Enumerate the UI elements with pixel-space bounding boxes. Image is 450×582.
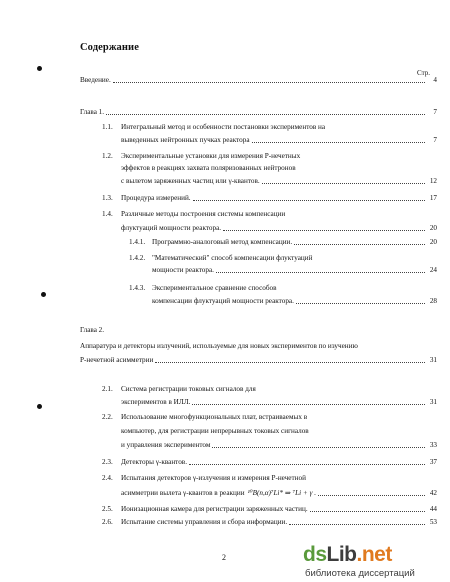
toc-entry-2-3[interactable] [121,458,437,467]
toc-entry-line: Р-нечетной асимметрии [80,356,154,364]
binder-hole-dot [37,66,42,71]
toc-entry-page: 37 [429,458,437,466]
toc-entry-2-6[interactable] [121,518,437,527]
toc-chapter-2-heading: Глава 2. [80,326,105,334]
toc-leader [106,113,425,115]
toc-entry-line: Различные методы построения системы компенсации [121,210,286,218]
toc-entry-line: Использование многофункциональных плат, встраиваемых в [121,413,308,421]
binder-hole-dot [41,292,46,297]
toc-entry-line: Аппаратура и детекторы излучений, используемые для новых экспериментов по изучению [80,342,358,350]
toc-entry-page: 17 [429,194,437,202]
toc-entry-line: и управления экспериментом [121,441,211,449]
toc-entry-2-5[interactable] [121,505,437,514]
toc-leader [296,302,425,304]
toc-entry-2-1[interactable] [121,398,437,407]
toc-entry-page: 53 [429,518,437,526]
toc-entry-page: 20 [429,224,437,232]
toc-entry-text: Процедура измерений. [121,194,191,202]
toc-entry-number: 2.3. [102,458,113,466]
toc-entry-text: Ионизационная камера для регистрации заряженных частиц. [121,505,308,513]
toc-entry-1-4-1[interactable] [152,238,437,247]
toc-entry-number: 1.3. [102,194,113,202]
toc-entry-text: Детекторы γ-квантов. [121,458,187,466]
toc-entry-chapter-1[interactable] [80,108,437,117]
toc-entry-intro[interactable] [80,76,437,85]
toc-entry-number: 1.4. [102,210,113,218]
toc-entry-page: 7 [433,136,437,144]
dslib-subtitle: библиотека диссертаций [305,568,415,579]
dslib-logo: dsLib.net [303,543,392,566]
toc-entry-page: 44 [429,505,437,513]
toc-entry-page: 4 [433,76,437,84]
toc-entry-line: Испытания детекторов γ-излучения и измерения Р-нечетной [121,474,306,482]
toc-entry-1-1[interactable] [121,136,437,145]
toc-entry-number: 1.2. [102,152,113,160]
toc-entry-text: Глава 1. [80,108,105,116]
toc-entry-page: 7 [433,108,437,116]
toc-leader [189,463,425,465]
toc-title: Содержание [80,42,139,53]
toc-entry-2-2[interactable] [121,441,437,450]
toc-leader [216,271,425,273]
toc-leader [310,510,425,512]
toc-entry-number: 2.6. [102,518,113,526]
toc-entry-page: 24 [429,266,437,274]
toc-entry-line: компьютер, для регистрации непрерывных токовых сигналов [121,427,309,435]
toc-entry-1-4-2[interactable] [152,266,437,275]
toc-entry-line: Система регистрации токовых сигналов для [121,385,256,393]
toc-entry-line: Экспериментальное сравнение способов [152,284,277,292]
toc-entry-1-3[interactable] [121,194,437,203]
toc-entry-text: Испытание системы управления и сбора информации. [121,518,288,526]
toc-entry-line: с вылетом заряженных частиц или γ-квантов. [121,177,260,185]
toc-entry-page: 33 [429,441,437,449]
toc-entry-line: выведенных нейтронных пучках реактора [121,136,250,144]
toc-entry-text: Программно-аналоговый метод компенсации. [152,238,293,246]
toc-leader [223,229,425,231]
toc-leader [193,199,425,201]
toc-leader [212,446,425,448]
toc-leader [252,141,425,143]
toc-leader [155,361,425,363]
toc-entry-number: 2.5. [102,505,113,513]
toc-entry-1-4[interactable] [121,224,437,233]
dslib-watermark [303,543,450,582]
toc-leader [289,523,425,525]
toc-entry-1-2[interactable] [121,177,437,186]
toc-leader [113,81,425,83]
binder-hole-dot [37,404,42,409]
toc-leader [262,182,425,184]
toc-entry-2-4[interactable] [121,489,437,498]
toc-entry-page: 12 [429,177,437,185]
toc-entry-page: 42 [429,489,437,497]
toc-entry-line: флуктуаций мощности реактора. [121,224,222,232]
toc-entry-line: мощности реактора. [152,266,214,274]
toc-entry-line: "Математический" способ компенсации флуктуаций [152,254,313,262]
toc-leader [318,494,425,496]
toc-entry-number: 2.4. [102,474,113,482]
toc-entry-line: асимметрии вылета γ-квантов в реакции [121,489,245,497]
toc-entry-1-4-3[interactable] [152,297,437,306]
toc-entry-number: 1.4.3. [129,284,146,292]
toc-entry-number: 1.4.2. [129,254,146,262]
toc-entry-text: Введение. [80,76,111,84]
page-column-header: Стр. [417,69,430,77]
toc-entry-line: Экспериментальные установки для измерения Р-нечетных [121,152,301,160]
toc-entry-number: 1.1. [102,123,113,131]
toc-entry-page: 28 [429,297,437,305]
toc-entry-page: 20 [429,238,437,246]
toc-entry-number: 2.1. [102,385,113,393]
toc-entry-line: компенсации флуктуаций мощности реактора. [152,297,294,305]
toc-entry-line: экспериментов в ИЛЛ. [121,398,191,406]
toc-entry-line: Интегральный метод и особенности постановки экспериментов на [121,123,326,131]
toc-leader [294,243,425,245]
toc-entry-page: 31 [429,398,437,406]
toc-entry-number: 1.4.1. [129,238,146,246]
reaction-formula: ¹⁰B(n,α)⁷Li* ⇒ ⁷Li + γ . [247,489,317,497]
toc-entry-page: 31 [429,356,437,364]
toc-entry-line: эффектов в реакциях захвата поляризованных нейтронов [121,164,296,172]
page-number: 2 [222,553,226,562]
toc-entry-chapter-2[interactable] [80,356,437,365]
toc-entry-number: 2.2. [102,413,113,421]
toc-leader [192,403,425,405]
